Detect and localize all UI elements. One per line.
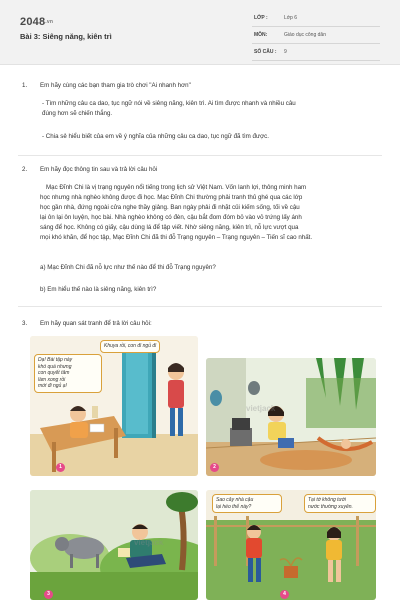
speech-bubble-child: Dạ! Bài tập này khó quá nhưng con quyết tâm làm xong rồi mới đi ngủ ạ!: [34, 354, 102, 393]
reading-line: mọi khó khăn, để học tập, Mạc Đĩnh Chi đã thi đỗ Trạng nguyên – Trạng nguyên – Tiến sĩ cao nhất.: [40, 234, 313, 241]
meta-row-subject: [252, 29, 380, 44]
divider: [18, 155, 382, 156]
meta-row-grade: [252, 12, 380, 27]
sub-question-a: a) Mạc Đĩnh Chi đã nỗ lực như thế nào để thi đỗ Trạng nguyên?: [40, 264, 216, 271]
question-number: 2.: [22, 166, 28, 173]
question-line: đúng hơn sẽ chiến thắng.: [42, 110, 113, 117]
illustration-panel-4: [206, 490, 376, 600]
meta-value: Lớp 6: [284, 15, 298, 21]
illustration-panel-2: [206, 358, 376, 476]
speech-bubble-left: Sao cây nhà cậu lại héo thế này?: [212, 494, 282, 513]
panel-3-scene: [30, 490, 198, 600]
logo-suffix: .vn: [45, 19, 54, 26]
panel-badge: 4: [280, 590, 289, 599]
watermark: vietjack: [246, 404, 276, 413]
reading-line: học gần nhà, đứng ngoài cửa nghe thầy giảng. Ban ngày phải đi nhặt củi kiếm sống, tối về cậu: [40, 204, 300, 211]
question-title: Em hãy đọc thông tin sau và trả lời câu hỏi: [40, 166, 158, 173]
question-line: - Chia sẻ hiểu biết của em về ý nghĩa của những câu ca dao, tục ngữ đã tìm được.: [42, 133, 269, 140]
logo-text: 2048: [20, 16, 46, 28]
panel-badge: 2: [210, 463, 219, 472]
site-logo[interactable]: [20, 16, 53, 28]
watermark: vietjack: [134, 538, 164, 547]
question-title: Em hãy quan sát tranh để trả lời câu hỏi:: [40, 320, 152, 327]
divider: [18, 306, 382, 307]
reading-line: sáng để học. Không có giấy, cậu dùng lá để tập viết. Nhờ siêng năng, kiên trì, nỗ lực vượt qua: [40, 224, 299, 231]
question-number: 1.: [22, 82, 28, 89]
panel-badge: 3: [44, 590, 53, 599]
meta-key: LỚP :: [254, 15, 268, 21]
question-number: 3.: [22, 320, 28, 327]
reading-line: Mạc Đĩnh Chi là vị trạng nguyên nổi tiếng trong lịch sử Việt Nam. Vốn lanh lợi, thông minh ham: [46, 184, 307, 191]
panel-badge: 1: [56, 463, 65, 472]
meta-key: SỐ CÂU :: [254, 49, 277, 55]
question-line: - Tìm những câu ca dao, tục ngữ nói về siêng năng, kiên trì. Ai tìm được nhanh và nhiều câu: [42, 100, 296, 107]
speech-bubble-right: Tại tớ không tưới nước thường xuyên.: [304, 494, 376, 513]
speech-bubble-mother: Khuya rồi, con đi ngủ đi: [100, 340, 160, 353]
reading-line: lại ôn lại ôn luyện, học bài. Nhà nghèo không có đèn, cậu bắt đom đóm bỏ vào vỏ trứng lấy ánh: [40, 214, 302, 221]
question-title: Em hãy cùng các bạn tham gia trò chơi "Ai nhanh hơn": [40, 82, 191, 89]
reading-line: học nhưng nhà nghèo không được đi học. Mạc Đĩnh Chi thường phải tranh thủ ghé qua các lớp: [40, 194, 303, 201]
lesson-meta-table: [252, 12, 380, 63]
meta-value: 9: [284, 49, 287, 55]
lesson-title: Bài 3: Siêng năng, kiên trì: [20, 32, 112, 41]
sub-question-b: b) Em hiểu thế nào là siêng năng, kiên trì?: [40, 286, 157, 293]
illustration-panel-1: [30, 336, 198, 476]
panel-2-scene: [206, 358, 376, 476]
meta-value: Giáo dục công dân: [284, 32, 326, 38]
worksheet-header: [0, 0, 400, 65]
meta-key: MÔN:: [254, 32, 268, 38]
illustration-panel-3: [30, 490, 198, 600]
meta-row-count: [252, 46, 380, 61]
